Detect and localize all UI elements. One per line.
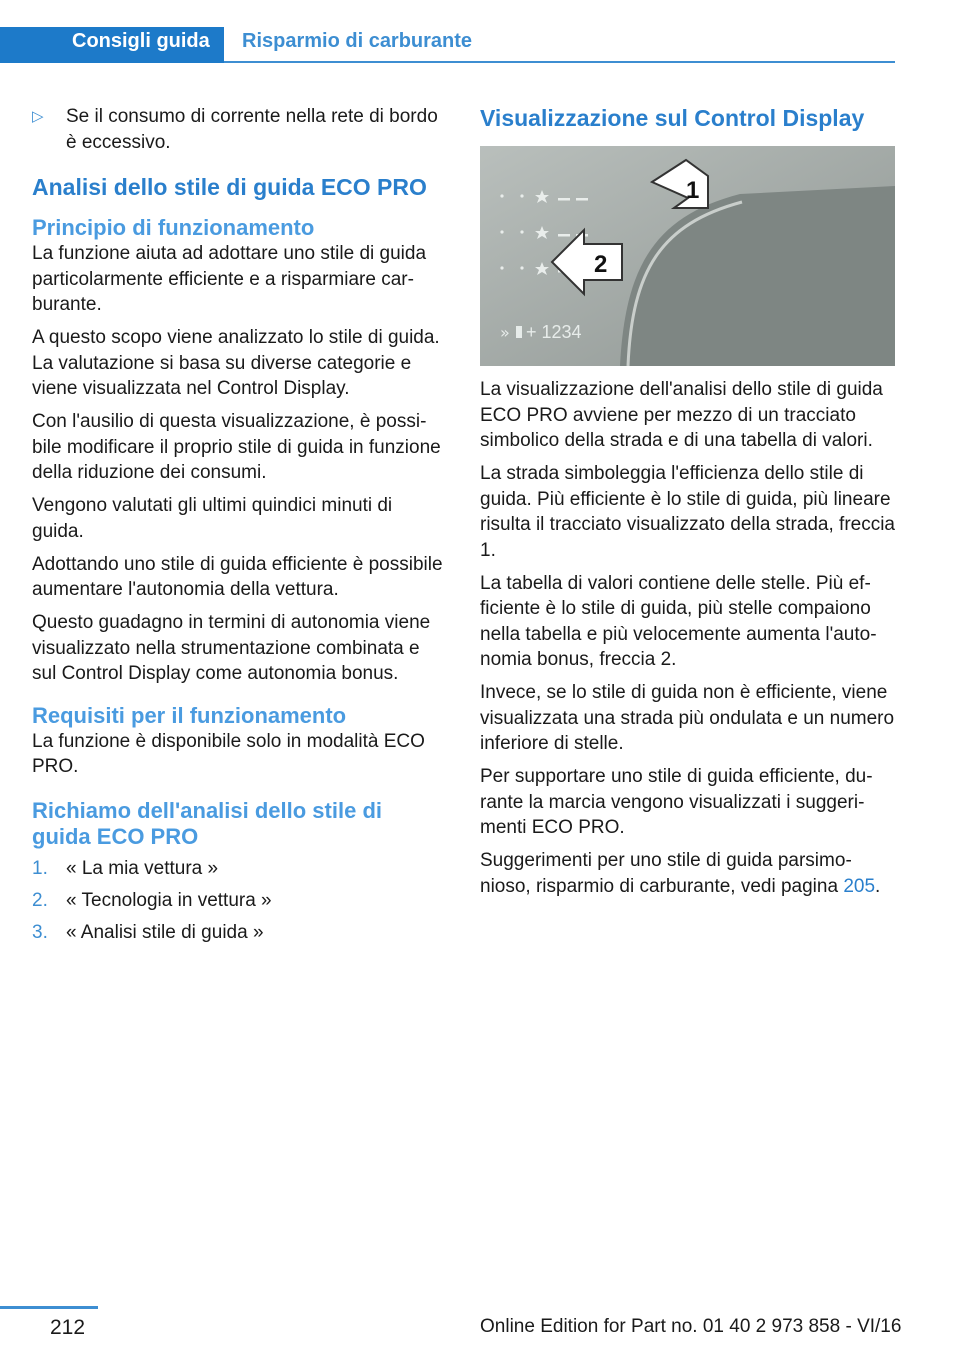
page-reference-link[interactable]: 205 — [843, 875, 876, 897]
paragraph: Con l'ausilio di questa visualizzazione, è possibile modificare il proprio stile di guida in funzione della riduzione dei consumi. — [32, 411, 441, 483]
step-number: 1. — [32, 857, 48, 879]
paragraph: La visualizzazione dell'analisi dello stile di guida ECO PRO avviene per mezzo di un tracciato simbolico della strada e di una tabella di valori. — [480, 379, 883, 451]
heading-principle: Principio di funzionamento — [32, 215, 315, 240]
paragraph: Adottando uno stile di guida efficiente è possibile aumentare l'autonomia della vettura. — [32, 553, 443, 600]
paragraph: Vengono valutati gli ultimi quindici minuti di guida. — [32, 495, 393, 542]
bullet-text: Se il consumo di corrente nella rete di bordo è eccessivo. — [66, 106, 438, 153]
step-text: « Analisi stile di guida » — [66, 921, 264, 943]
paragraph: La strada simboleggia l'efficienza dello stile di guida. Più efficiente è lo stile di guida, più lineare risulta il tracciato visualizzato della strada, freccia 1. — [480, 463, 896, 561]
right-column — [480, 104, 896, 907]
heading-requirements: Requisiti per il funzionamento — [32, 702, 347, 728]
paragraph: Questo guadagno in termini di autonomia viene visualizzato nella strumentazione combinata e sul Control Display come autonomia bonus. — [32, 612, 431, 684]
triangle-bullet-icon: ▷ — [32, 108, 44, 125]
paragraph-text: Suggerimenti per uno stile di guida parsimonioso, risparmio di carburante, vedi pagina — [480, 850, 852, 897]
bullet-item — [32, 104, 444, 155]
svg-text:»: » — [500, 323, 510, 342]
paragraph-end: . — [875, 875, 881, 897]
header-rule — [224, 61, 895, 63]
svg-text:2: 2 — [594, 251, 608, 278]
paragraph: La funzione aiuta ad adottare uno stile di guida particolarmente efficiente e a risparmiare carburante. — [32, 243, 427, 315]
bonus-range-value: + 1234 — [526, 322, 582, 342]
step-text: « La mia vettura » — [66, 857, 219, 879]
left-column — [32, 104, 444, 952]
heading-control-display: Visualizzazione sul Control Display — [480, 105, 865, 131]
eco-pro-display-figure — [480, 146, 895, 366]
step-text: « Tecnologia in vettura » — [66, 889, 272, 911]
steps-list — [32, 856, 444, 952]
list-item — [32, 856, 444, 888]
list-item — [32, 920, 444, 952]
paragraph: Invece, se lo stile di guida non è efficiente, viene visualizzata una strada più ondulata e un numero inferiore di stelle. — [480, 682, 895, 754]
heading-recall: Richiamo dell'analisi dello stile di guida ECO PRO — [32, 797, 382, 849]
paragraph: La funzione è disponibile solo in modalità ECO PRO. — [32, 730, 425, 777]
edition-info: Online Edition for Part no. 01 40 2 973 858 - VI/16 — [480, 1316, 902, 1337]
list-item — [32, 888, 444, 920]
svg-text:1: 1 — [686, 177, 700, 204]
paragraph: La tabella di valori contiene delle stelle. Più efficiente è lo stile di guida, più stelle compaiono nella tabella e più velocemente aumenta l'autonomia bonus, freccia 2. — [480, 572, 877, 670]
chapter-tab: Consigli guida — [0, 27, 224, 63]
step-number: 2. — [32, 889, 48, 911]
heading-eco-pro-analysis: Analisi dello stile di guida ECO PRO — [32, 174, 427, 200]
page-number: 212 — [50, 1316, 86, 1339]
step-number: 3. — [32, 921, 48, 943]
footer-rule — [0, 1306, 98, 1309]
paragraph: Per supportare uno stile di guida efficiente, durante la marcia vengono visualizzati i suggerimenti ECO PRO. — [480, 766, 873, 838]
section-title: Risparmio di carburante — [242, 30, 473, 52]
paragraph: A questo scopo viene analizzato lo stile di guida. La valutazione si basa su diverse categorie e viene visualizzata nel Control Display. — [32, 327, 440, 399]
paragraph — [480, 848, 896, 899]
